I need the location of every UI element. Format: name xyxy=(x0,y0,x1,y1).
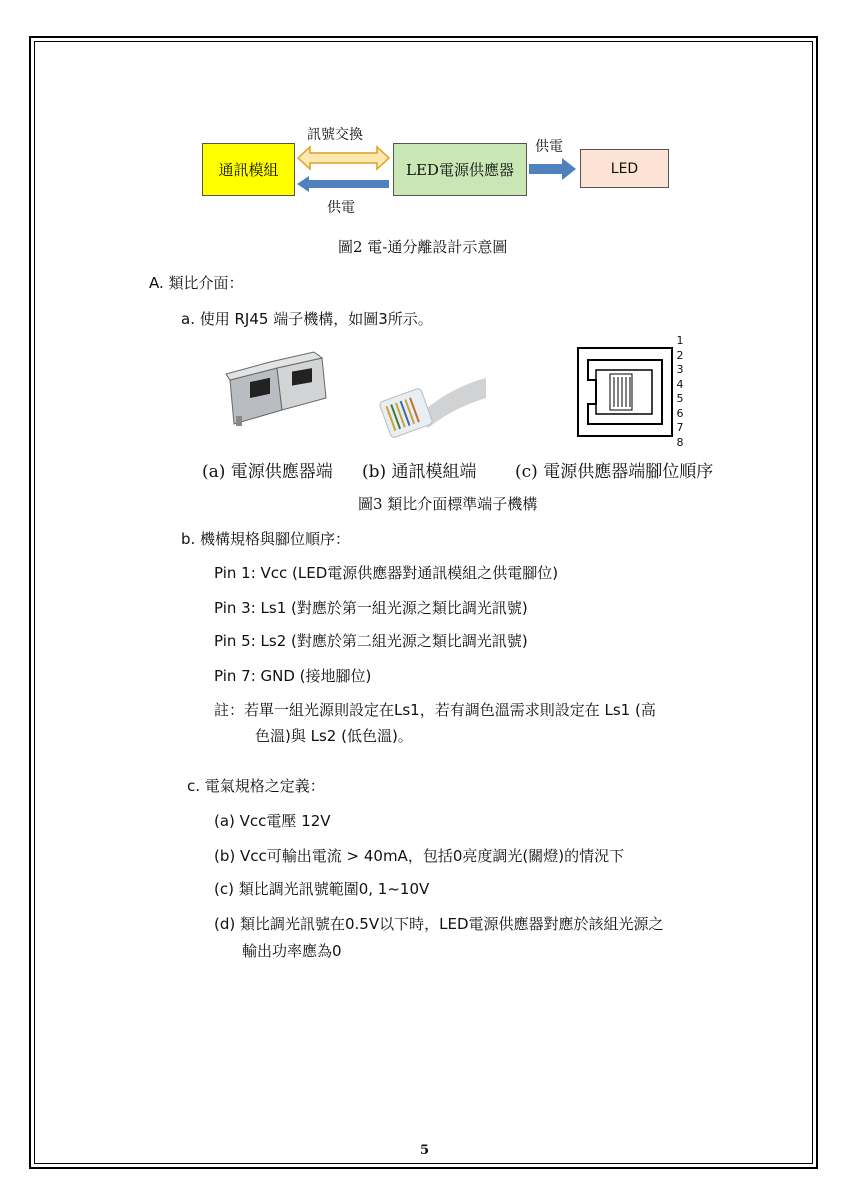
double-arrow-icon xyxy=(298,147,389,169)
figure3-sub-b: (b) 通訊模組端 xyxy=(362,462,477,482)
pin-number: 4 xyxy=(676,377,684,391)
pin-number-list xyxy=(674,334,686,450)
pin3-line: Pin 3: Ls1 (對應於第一組光源之類比調光訊號) xyxy=(214,599,528,617)
spec-d-line-1: (d) 類比調光訊號在0.5V以下時，LED電源供應器對應於該組光源之 xyxy=(214,915,664,933)
figure3-sub-c: (c) 電源供應器端腳位順序 xyxy=(515,462,714,482)
diagram-arrows xyxy=(0,0,849,260)
section-a-item-a: a. 使用 RJ45 端子機構，如圖3所示。 xyxy=(181,310,433,328)
section-b-heading: b. 機構規格與腳位順序： xyxy=(181,530,351,548)
section-a-heading: A. 類比介面： xyxy=(149,274,244,292)
figure3-caption: 圖3 類比介面標準端子機構 xyxy=(358,495,538,513)
pin-number: 7 xyxy=(676,421,684,434)
spec-b: (b) Vcc可輸出電流 > 40mA，包括0亮度調光(關燈)的情況下 xyxy=(214,847,625,865)
pin-number: 6 xyxy=(676,406,684,420)
pin1-line: Pin 1: Vcc (LED電源供應器對通訊模組之供電腳位) xyxy=(214,564,559,582)
psu-label: LED電源供應器 xyxy=(406,161,514,179)
pin-number: 5 xyxy=(676,392,684,405)
left-arrow-icon xyxy=(297,176,389,192)
comm-module-label: 通訊模組 xyxy=(218,161,279,179)
rj45-plug-image xyxy=(378,358,486,448)
section-c-heading: c. 電氣規格之定義： xyxy=(187,777,325,795)
right-arrow-icon xyxy=(529,158,576,180)
figure2-caption: 圖2 電-通分離設計示意圖 xyxy=(338,238,508,256)
pin-number: 1 xyxy=(676,334,684,347)
pin-number: 2 xyxy=(676,348,684,362)
pin5-line: Pin 5: Ls2 (對應於第二組光源之類比調光訊號) xyxy=(214,632,528,650)
pin-number: 3 xyxy=(676,363,684,376)
spec-d-line-2: 輸出功率應為0 xyxy=(242,942,342,960)
exchange-label: 訊號交換 xyxy=(307,127,363,143)
led-label: LED xyxy=(610,160,639,177)
pin-number: 8 xyxy=(676,435,684,449)
spec-c: (c) 類比調光訊號範圍0, 1~10V xyxy=(214,880,430,898)
page-number: 5 xyxy=(419,1143,430,1158)
figure3-sub-a: (a) 電源供應器端 xyxy=(202,462,333,482)
pin-order-diagram xyxy=(576,346,674,438)
pin7-line: Pin 7: GND (接地腳位) xyxy=(214,667,372,685)
spec-a: (a) Vcc電壓 12V xyxy=(214,812,331,830)
power-label-bottom: 供電 xyxy=(327,200,355,216)
note-line-1: 註：若單一組光源則設定在Ls1，若有調色溫需求則設定在 Ls1 (高 xyxy=(214,701,656,719)
rj45-jack-image xyxy=(222,350,332,430)
note-line-2: 色溫)與 Ls2 (低色溫)。 xyxy=(255,727,413,745)
power-label-top: 供電 xyxy=(535,139,563,155)
